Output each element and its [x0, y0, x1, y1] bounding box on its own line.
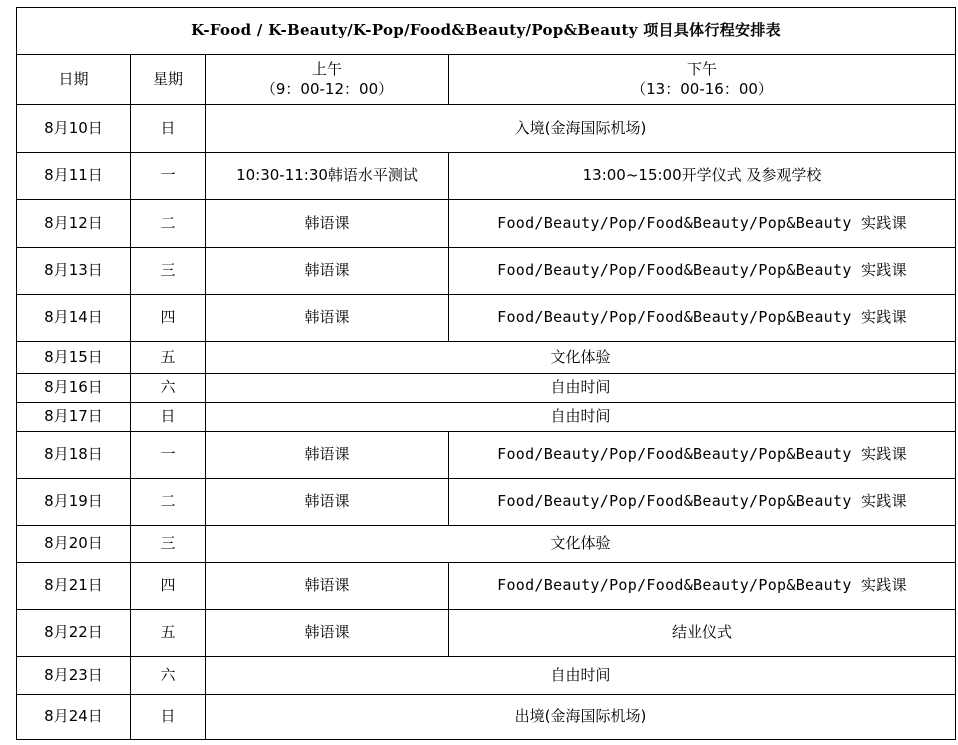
weekday-cell: 三	[131, 248, 206, 295]
title-row	[17, 8, 956, 55]
activity-cell: 自由时间	[206, 374, 956, 403]
weekday-cell: 一	[131, 153, 206, 200]
date-cell: 8月14日	[17, 295, 131, 342]
weekday-cell: 五	[131, 342, 206, 374]
afternoon-cell: 13:00~15:00开学仪式 及参观学校	[449, 153, 956, 200]
header-afternoon	[449, 55, 956, 105]
table-row	[17, 295, 956, 342]
date-cell: 8月15日	[17, 342, 131, 374]
date-cell: 8月18日	[17, 432, 131, 479]
weekday-cell: 日	[131, 695, 206, 740]
weekday-cell: 一	[131, 432, 206, 479]
date-cell: 8月10日	[17, 105, 131, 153]
header-afternoon-label: 下午	[687, 60, 718, 78]
weekday-cell: 日	[131, 403, 206, 432]
table-row	[17, 153, 956, 200]
date-cell: 8月21日	[17, 563, 131, 610]
date-cell: 8月22日	[17, 610, 131, 657]
date-cell: 8月19日	[17, 479, 131, 526]
weekday-cell: 五	[131, 610, 206, 657]
weekday-cell: 日	[131, 105, 206, 153]
weekday-cell: 四	[131, 563, 206, 610]
activity-cell: 自由时间	[206, 657, 956, 695]
morning-cell: 韩语课	[206, 432, 449, 479]
date-cell: 8月24日	[17, 695, 131, 740]
weekday-cell: 三	[131, 526, 206, 563]
afternoon-cell: Food/Beauty/Pop/Food&Beauty/Pop&Beauty 实践课	[449, 563, 956, 610]
table-row	[17, 657, 956, 695]
activity-cell: 文化体验	[206, 342, 956, 374]
table-row	[17, 432, 956, 479]
table-row	[17, 563, 956, 610]
table-row	[17, 105, 956, 153]
afternoon-cell: Food/Beauty/Pop/Food&Beauty/Pop&Beauty 实践课	[449, 432, 956, 479]
afternoon-cell: 结业仪式	[449, 610, 956, 657]
morning-cell: 韩语课	[206, 610, 449, 657]
date-cell: 8月13日	[17, 248, 131, 295]
header-row	[17, 55, 956, 105]
table-row	[17, 610, 956, 657]
afternoon-cell: Food/Beauty/Pop/Food&Beauty/Pop&Beauty 实践课	[449, 200, 956, 248]
date-cell: 8月12日	[17, 200, 131, 248]
table-row	[17, 695, 956, 740]
header-morning	[206, 55, 449, 105]
activity-cell: 入境(金海国际机场)	[206, 105, 956, 153]
weekday-cell: 二	[131, 479, 206, 526]
morning-cell: 韩语课	[206, 479, 449, 526]
activity-cell: 出境(金海国际机场)	[206, 695, 956, 740]
weekday-cell: 六	[131, 374, 206, 403]
morning-cell: 韩语课	[206, 295, 449, 342]
activity-cell: 自由时间	[206, 403, 956, 432]
table-row	[17, 403, 956, 432]
weekday-cell: 二	[131, 200, 206, 248]
weekday-cell: 四	[131, 295, 206, 342]
table-row	[17, 479, 956, 526]
table-row	[17, 248, 956, 295]
table-row	[17, 526, 956, 563]
morning-cell: 韩语课	[206, 563, 449, 610]
table-row	[17, 200, 956, 248]
afternoon-cell: Food/Beauty/Pop/Food&Beauty/Pop&Beauty 实践课	[449, 295, 956, 342]
header-afternoon-time: （13：00-16：00）	[631, 79, 773, 98]
afternoon-cell: Food/Beauty/Pop/Food&Beauty/Pop&Beauty 实践课	[449, 479, 956, 526]
date-cell: 8月23日	[17, 657, 131, 695]
date-cell: 8月16日	[17, 374, 131, 403]
header-morning-label: 上午	[311, 60, 342, 78]
header-weekday: 星期	[131, 55, 206, 105]
header-morning-time: （9：00-12：00）	[260, 79, 394, 98]
date-cell: 8月11日	[17, 153, 131, 200]
schedule-table	[16, 7, 956, 740]
morning-cell: 韩语课	[206, 200, 449, 248]
morning-cell: 韩语课	[206, 248, 449, 295]
afternoon-cell: Food/Beauty/Pop/Food&Beauty/Pop&Beauty 实践课	[449, 248, 956, 295]
date-cell: 8月17日	[17, 403, 131, 432]
table-row	[17, 342, 956, 374]
morning-cell: 10:30-11:30韩语水平测试	[206, 153, 449, 200]
date-cell: 8月20日	[17, 526, 131, 563]
table-row	[17, 374, 956, 403]
table-title: K-Food / K-Beauty/K-Pop/Food&Beauty/Pop&Beauty 项目具体行程安排表	[17, 8, 956, 55]
header-date: 日期	[17, 55, 131, 105]
weekday-cell: 六	[131, 657, 206, 695]
activity-cell: 文化体验	[206, 526, 956, 563]
